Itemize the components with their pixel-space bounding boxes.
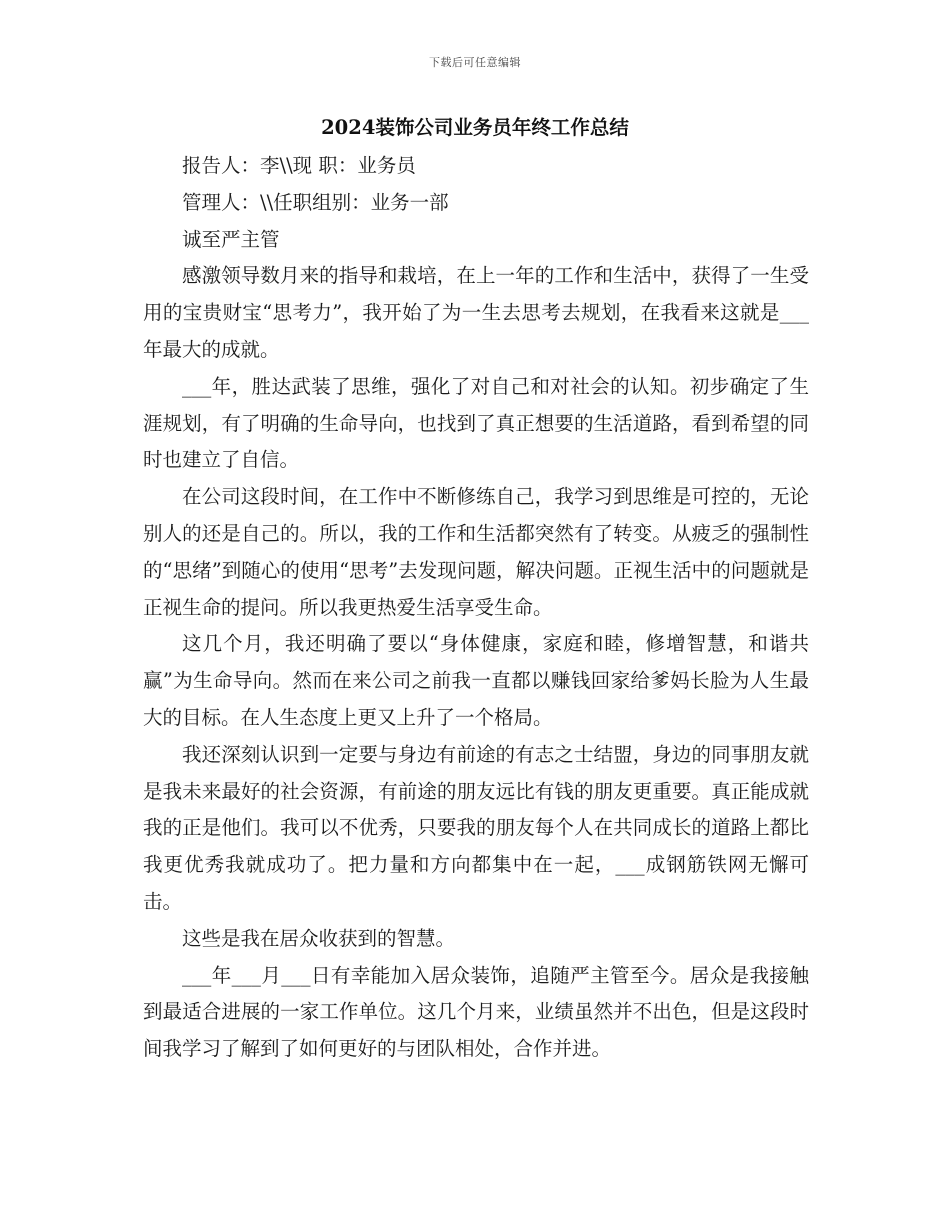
body-paragraph: ___年___月___日有幸能加入居众装饰，追随严主管至今。居众是我接触到最适合进展的一家工作单位。这几个月来，业绩虽然并不出色，但是这段时间我学习了解到了如何更好的与团队相处，合作并进。 [143, 963, 809, 1061]
salutation-line: 诚至严主管 [182, 227, 280, 251]
body-paragraph: 这几个月，我还明确了要以“身体健康，家庭和睦，修增智慧，和谐共赢”为生命导向。然而在来公司之前我一直都以赚钱回家给爹妈长脸为人生最大的目标。在人生态度上更又上升了一个格局。 [143, 632, 809, 729]
body-paragraph: 在公司这段时间，在工作中不断修练自己，我学习到思维是可控的，无论别人的还是自己的。所以，我的工作和生活都突然有了转变。从疲乏的强制性的“思绪”到随心的使用“思考”去发现问题，解决问题。正视生活中的问题就是正视生命的提问。所以我更热爱生活享受生命。 [143, 485, 809, 619]
body-paragraph: 这些是我在居众收获到的智慧。 [182, 926, 456, 950]
body-paragraph: 感激领导数月来的指导和栽培，在上一年的工作和生活中，获得了一生受用的宝贵财宝“思考力”，我开始了为一生去思考去规划，在我看来这就是___年最大的成就。 [143, 264, 809, 361]
reporter-line: 报告人：李\\现 职：业务员 [182, 154, 416, 177]
document-body [143, 148, 809, 1068]
manager-line: 管理人：\\任职组别：业务一部 [182, 190, 449, 214]
body-paragraph: 我还深刻认识到一定要与身边有前途的有志之士结盟，身边的同事朋友就是我未来最好的社会资源，有前途的朋友远比有钱的朋友更重要。真正能成就我的正是他们。我可以不优秀，只要我的朋友每个人在共同成长的道路上都比我更优秀我就成功了。把力量和方向都集中在一起，___成钢筋铁网无懈可击。 [143, 742, 809, 913]
document-title: 2024装饰公司业务员年终工作总结 [321, 116, 629, 139]
header-note: 下载后可任意编辑 [429, 56, 521, 69]
body-paragraph: ___年，胜达武装了思维，强化了对自己和对社会的认知。初步确定了生涯规划，有了明确的生命导向，也找到了真正想要的生活道路，看到希望的同时也建立了自信。 [143, 374, 809, 472]
